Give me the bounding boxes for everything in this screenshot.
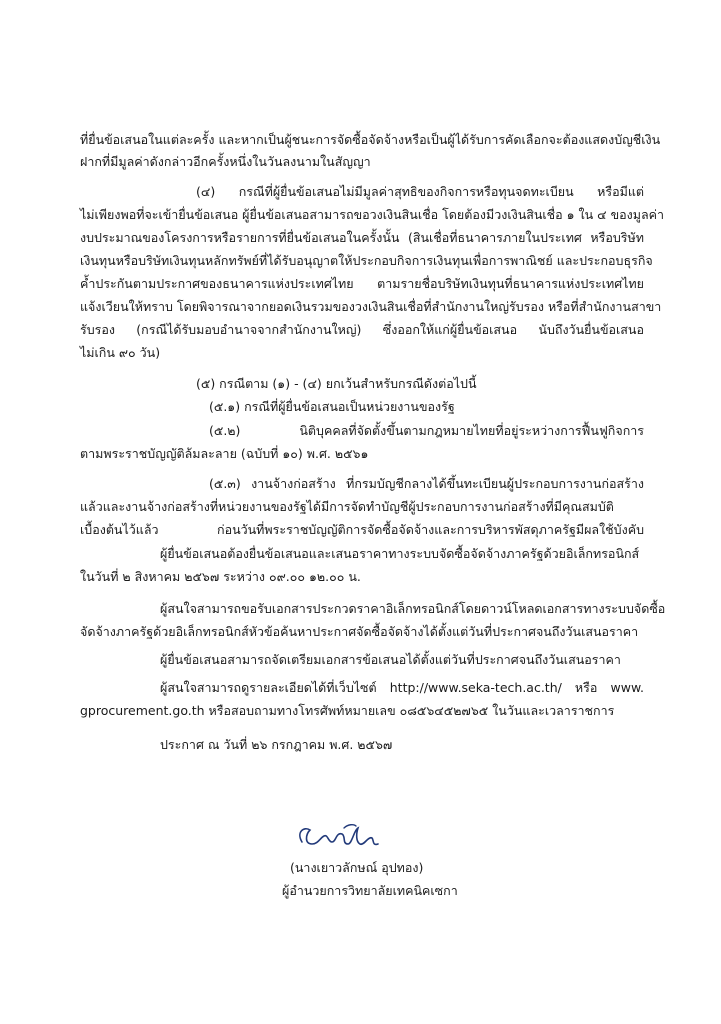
- paragraph-line: ค้ำประกันตามประกาศของธนาคารแห่งประเทศไทย ตามรายชื่อบริษัทเงินทุนที่ธนาคารแห่งประเทศไทย: [80, 276, 644, 291]
- paragraph-line: ตามพระราชบัญญัติล้มละลาย (ฉบับที่ ๑๐) พ.ศ. ๒๕๖๑: [80, 446, 369, 461]
- paragraph-line: ฝากที่มีมูลค่าดังกล่าวอีกครั้งหนึ่งในวันลงนามในสัญญา: [80, 154, 371, 169]
- paragraph-line: ไม่เพียงพอที่จะเข้ายื่นข้อเสนอ ผู้ยื่นข้อเสนอสามารถขอวงเงินสินเชื่อ โดยต้องมีวงเงินสินเชื่อ ๑ ใน ๔ ของมูลค่า: [80, 207, 665, 222]
- signer-name: (นางเยาวลักษณ์ อุปทอง): [290, 860, 424, 875]
- paragraph-line: แล้วและงานจ้างก่อสร้างที่หน่วยงานของรัฐได้มีการจัดทำบัญชีผู้ประกอบการงานก่อสร้างที่มีคุณสมบัติ: [80, 499, 614, 514]
- clause-5-1: (๕.๑) กรณีที่ผู้ยื่นข้อเสนอเป็นหน่วยงานของรัฐ: [209, 399, 455, 414]
- paragraph-line: ไม่เกิน ๙๐ วัน): [80, 345, 161, 360]
- paragraph-line: รับรอง (กรณีได้รับมอบอำนาจจากสำนักงานใหญ่) ซึ่งออกให้แก่ผู้ยื่นข้อเสนอ นับถึงวันยื่นข้อเสนอ: [80, 322, 644, 337]
- paragraph-line: งบประมาณของโครงการหรือรายการที่ยื่นข้อเสนอในครั้งนั้น (สินเชื่อที่ธนาคารภายในประเทศ หรือบริษัท: [80, 230, 644, 245]
- paragraph-line: เบื้องต้นไว้แล้ว ก่อนวันที่พระราชบัญญัติการจัดซื้อจัดจ้างและการบริหารพัสดุภาครัฐมีผลใช้บังคับ: [80, 522, 644, 537]
- document-download-paragraph: ผู้สนใจสามารถขอรับเอกสารประกวดราคาอิเล็กทรอนิกส์โดยดาวน์โหลดเอกสารทางระบบจัดซื้อ: [160, 601, 666, 616]
- paragraph-line: แจ้งเวียนให้ทราบ โดยพิจารณาจากยอดเงินรวมของวงเงินสินเชื่อที่สำนักงานใหญ่รับรอง หรือที่สำนักงานสาขา: [80, 299, 662, 314]
- paragraph-line: จัดจ้างภาครัฐด้วยอิเล็กทรอนิกส์หัวข้อค้นหาประกาศจัดซื้อจัดจ้างได้ตั้งแต่วันที่ประกาศจนถึงวันเสนอราคา: [80, 624, 639, 639]
- signature-image: [294, 820, 394, 854]
- website-paragraph: ผู้สนใจสามารถดูรายละเอียดได้ที่เว็บไซต์ http://www.seka-tech.ac.th/ หรือ www.: [160, 680, 644, 695]
- preparation-paragraph: ผู้ยื่นข้อเสนอสามารถจัดเตรียมเอกสารข้อเสนอได้ตั้งแต่วันที่ประกาศจนถึงวันเสนอราคา: [160, 652, 621, 667]
- paragraph-line: ที่ยื่นข้อเสนอในแต่ละครั้ง และหากเป็นผู้ชนะการจัดซื้อจัดจ้างหรือเป็นผู้ได้รับการคัดเลือกจะต้องแสดงบัญชีเงิน: [80, 132, 661, 147]
- clause-4-heading: (๔) กรณีที่ผู้ยื่นข้อเสนอไม่มีมูลค่าสุทธิของกิจการหรือทุนจดทะเบียน หรือมีแต่: [196, 184, 644, 199]
- submission-paragraph: ผู้ยื่นข้อเสนอต้องยื่นข้อเสนอและเสนอราคาทางระบบจัดซื้อจัดจ้างภาครัฐด้วยอิเล็กทรอนิกส์: [160, 546, 640, 561]
- announce-date: ประกาศ ณ วันที่ ๒๖ กรกฎาคม พ.ศ. ๒๕๖๗: [160, 737, 393, 752]
- submission-date-line: ในวันที่ ๒ สิงหาคม ๒๕๖๗ ระหว่าง ๐๙.๐๐ ๑๒.๐๐ น.: [80, 569, 361, 584]
- clause-5-2: (๕.๒) นิติบุคคลที่จัดตั้งขึ้นตามกฎหมายไทยที่อยู่ระหว่างการฟื้นฟูกิจการ: [209, 423, 644, 438]
- paragraph-line: เงินทุนหรือบริษัทเงินทุนหลักทรัพย์ที่ได้รับอนุญาตให้ประกอบกิจการเงินทุนเพื่อการพาณิชย์ และประกอบธุรกิจ: [80, 253, 653, 268]
- signer-title: ผู้อำนวยการวิทยาลัยเทคนิคเซกา: [282, 883, 458, 898]
- clause-5-3: (๕.๓) งานจ้างก่อสร้าง ที่กรมบัญชีกลางได้ขึ้นทะเบียนผู้ประกอบการงานก่อสร้าง: [209, 476, 644, 491]
- contact-line: gprocurement.go.th หรือสอบถามทางโทรศัพท์หมายเลข ๐๘๕๖๔๕๒๗๖๕ ในวันและเวลาราชการ: [80, 703, 615, 718]
- clause-5-heading: (๕) กรณีตาม (๑) - (๔) ยกเว้นสำหรับกรณีดังต่อไปนี้: [196, 376, 477, 391]
